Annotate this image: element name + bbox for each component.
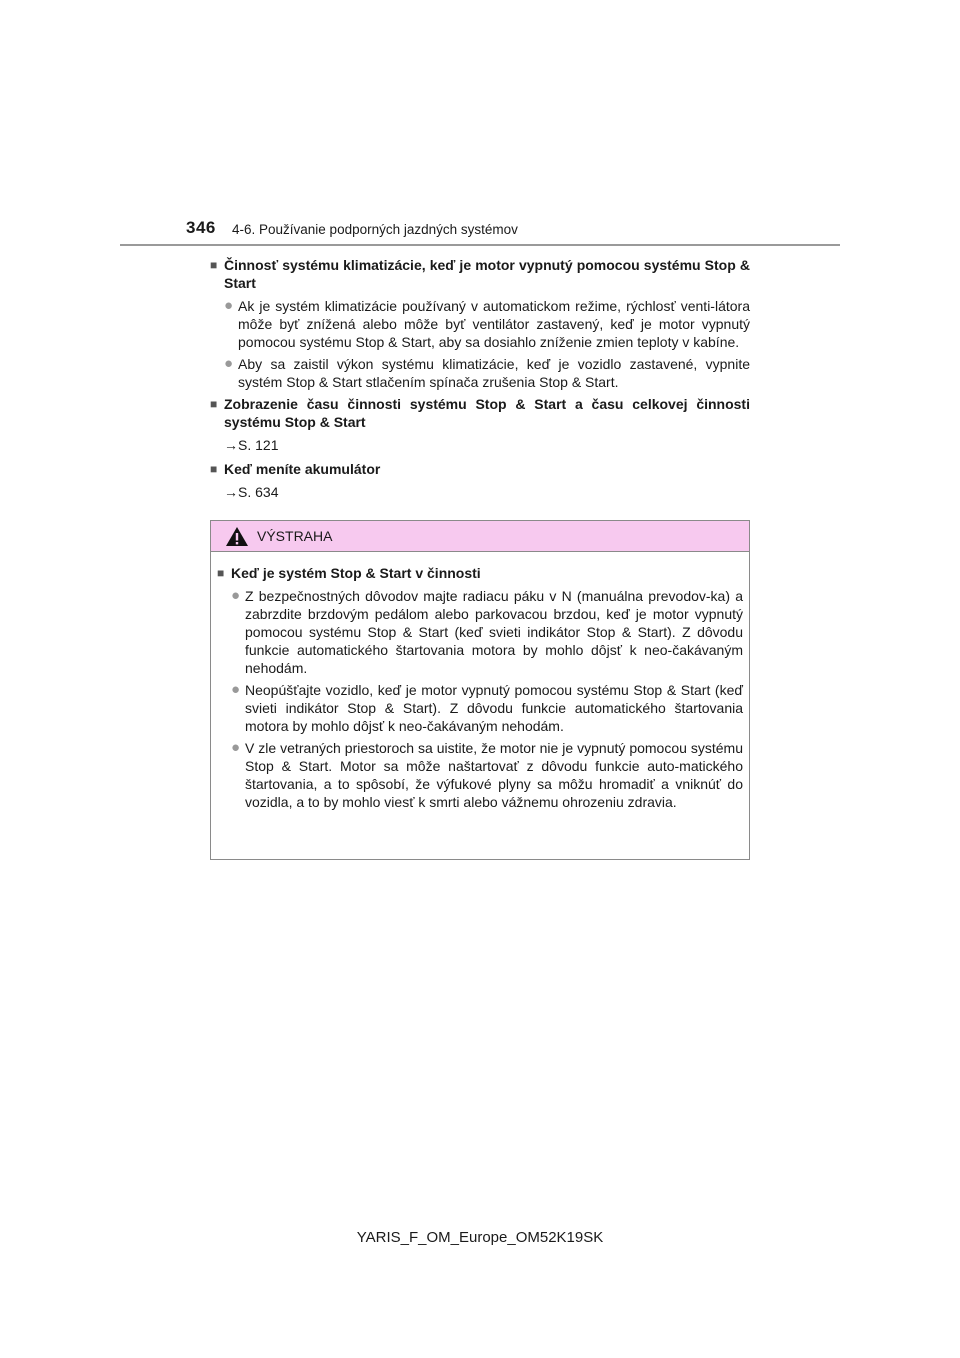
circle-bullet-icon: ●: [231, 587, 241, 604]
circle-bullet-icon: ●: [224, 355, 234, 372]
section-heading: [210, 256, 750, 292]
list-item: [224, 355, 750, 391]
list-item: [231, 587, 743, 677]
section-title: 4-6. Používanie podporných jazdných systémov: [232, 222, 518, 237]
list-item-text: Ak je systém klimatizácie používaný v automatickom režime, rýchlosť venti-látora môže byť znížená alebo môže byť ventilátor zastavený, keď je motor vypnutý pomocou systému Stop & Start, aby sa dosiahlo zníženie zmien teploty v kabíne.: [238, 298, 750, 350]
warning-body: [217, 564, 743, 815]
page-reference[interactable]: [224, 436, 750, 454]
arrow-right-icon: →: [224, 437, 238, 453]
warning-title: VÝSTRAHA: [257, 528, 333, 544]
document-code: YARIS_F_OM_Europe_OM52K19SK: [356, 1229, 604, 1246]
square-bullet-icon: ■: [217, 566, 225, 580]
list-item-text: Z bezpečnostných dôvodov majte radiacu páku v N (manuálna prevodov-ka) a zabrzdite brzdovým pedálom alebo parkovacou brzdou, keď je motor vypnutý pomocou systému Stop & Start (keď svieti indikátor Stop & Start). Z dôvodu funkcie automatického štartovania motora by mohlo dôjsť k neo-čakávaným nehodám.: [245, 588, 743, 676]
circle-bullet-icon: ●: [231, 681, 241, 698]
header-divider: [120, 244, 840, 246]
list-item: [231, 681, 743, 735]
square-bullet-icon: ■: [210, 397, 218, 411]
main-content: [210, 256, 750, 507]
arrow-right-icon: →: [224, 484, 238, 500]
warning-box: [210, 520, 750, 860]
warning-header: [211, 521, 749, 552]
warning-heading-text: Keď je systém Stop & Start v činnosti: [231, 565, 481, 581]
section-heading: [210, 395, 750, 431]
page-reference[interactable]: [224, 483, 750, 501]
list-item: [224, 297, 750, 351]
list-item-text: Aby sa zaistil výkon systému klimatizácie, keď je vozidlo zastavené, vypnite systém Stop & Start stlačením spínača zrušenia Stop & Start.: [238, 356, 750, 390]
page-reference-text: S. 121: [238, 437, 279, 453]
page-reference-text: S. 634: [238, 484, 279, 500]
section-heading: [210, 460, 750, 478]
section-heading-text: Činnosť systému klimatizácie, keď je motor vypnutý pomocou systému Stop & Start: [224, 257, 750, 291]
warning-triangle-icon: [225, 526, 249, 547]
list-item: [231, 739, 743, 811]
square-bullet-icon: ■: [210, 462, 218, 476]
page-number: 346: [186, 218, 216, 237]
circle-bullet-icon: ●: [231, 739, 241, 756]
list-item-text: Neopúšťajte vozidlo, keď je motor vypnutý pomocou systému Stop & Start (keď svieti indikátor Stop & Start). Z dôvodu funkcie automatického štartovania motora by mohlo dôjsť k neo-čakávaným nehodám.: [245, 682, 743, 734]
warning-heading: [217, 564, 743, 582]
section-heading-text: Keď meníte akumulátor: [224, 461, 381, 477]
list-item-text: V zle vetraných priestoroch sa uistite, že motor nie je vypnutý pomocou systému Stop & Start. Motor sa môže naštartovať z dôvodu funkcie auto-matického štartovania, a to spôsobí, že výfukové plyny sa môžu hromadiť a vniknúť do vozidla, a to by mohlo viesť k smrti alebo vážnemu ohrozeniu zdravia.: [245, 740, 743, 810]
section-heading-text: Zobrazenie času činnosti systému Stop & Start a času celkovej činnosti systému Stop & Start: [224, 396, 750, 430]
circle-bullet-icon: ●: [224, 297, 234, 314]
square-bullet-icon: ■: [210, 258, 218, 272]
